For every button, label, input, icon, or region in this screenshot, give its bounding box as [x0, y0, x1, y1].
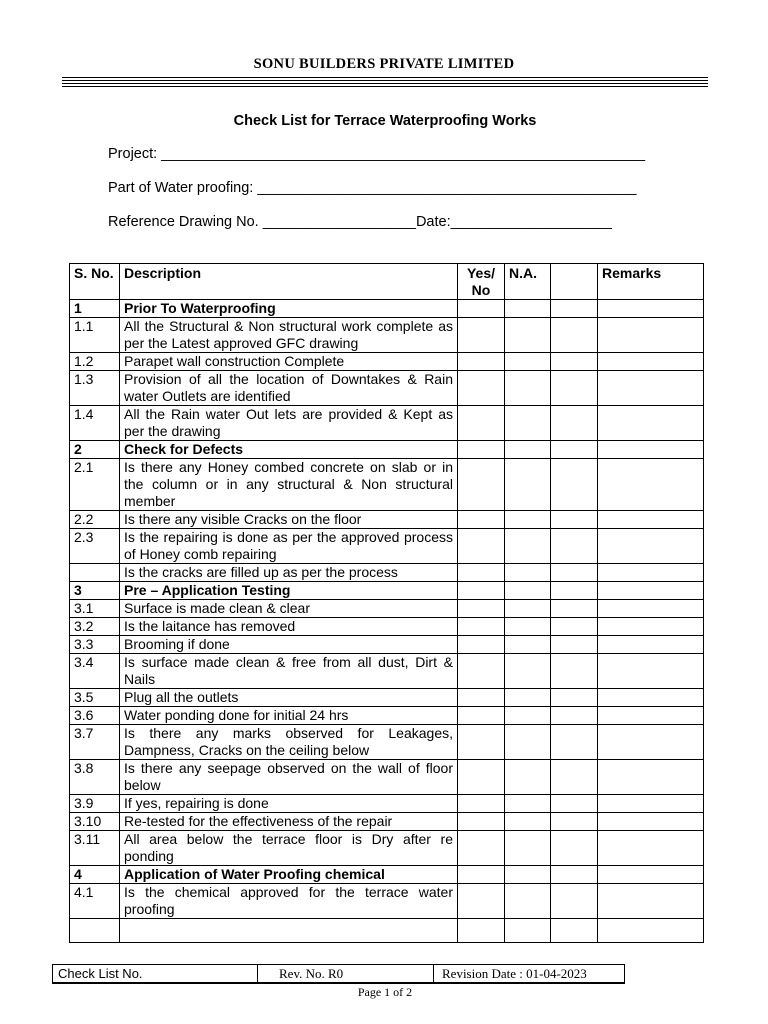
- part-of-waterproofing-field: Part of Water proofing: _______________________________________________: [108, 180, 637, 196]
- na-cell: [505, 689, 551, 707]
- remarks-cell: [598, 725, 704, 760]
- table-row: [70, 459, 704, 511]
- na-cell: [505, 459, 551, 511]
- remarks-cell: [598, 618, 704, 636]
- blank-cell: [551, 459, 598, 511]
- blank-cell: [551, 406, 598, 441]
- yes-no-cell: [458, 795, 505, 813]
- blank-cell: [551, 725, 598, 760]
- yes-no-cell: [458, 618, 505, 636]
- yes-no-cell: [458, 529, 505, 564]
- table-row: [70, 760, 704, 795]
- row-description: Is the chemical approved for the terrace water proofing: [120, 884, 458, 919]
- row-number: 2: [70, 441, 120, 459]
- row-description: Is the cracks are filled up as per the process: [120, 564, 458, 582]
- blank-cell: [551, 795, 598, 813]
- row-description: Re-tested for the effectiveness of the repair: [120, 813, 458, 831]
- remarks-cell: [598, 831, 704, 866]
- remarks-cell: [598, 813, 704, 831]
- check-list-no: Check List No.: [53, 965, 258, 982]
- blank-cell: [551, 866, 598, 884]
- remarks-cell: [598, 636, 704, 654]
- row-description: Is there any Honey combed concrete on slab or in the column or in any structural & Non structural member: [120, 459, 458, 511]
- table-row: [70, 353, 704, 371]
- table-row: [70, 654, 704, 689]
- na-cell: [505, 919, 551, 943]
- checklist-body: [70, 300, 704, 943]
- table-row: [70, 795, 704, 813]
- row-number: 2.2: [70, 511, 120, 529]
- na-cell: [505, 300, 551, 318]
- row-number: 4: [70, 866, 120, 884]
- remarks-cell: [598, 689, 704, 707]
- na-cell: [505, 618, 551, 636]
- row-number: 3.1: [70, 600, 120, 618]
- header-na: N.A.: [505, 264, 551, 300]
- na-cell: [505, 831, 551, 866]
- blank-cell: [551, 529, 598, 564]
- table-row: [70, 689, 704, 707]
- yes-no-cell: [458, 884, 505, 919]
- row-number: 4.1: [70, 884, 120, 919]
- document-title: Check List for Terrace Waterproofing Works: [233, 113, 537, 129]
- yes-no-cell: [458, 406, 505, 441]
- header-blank: [551, 264, 598, 300]
- blank-cell: [551, 511, 598, 529]
- row-number: [70, 919, 120, 943]
- row-number: 3.5: [70, 689, 120, 707]
- na-cell: [505, 813, 551, 831]
- remarks-cell: [598, 511, 704, 529]
- header-double-rule: [62, 77, 708, 81]
- yes-no-cell: [458, 371, 505, 406]
- remarks-cell: [598, 318, 704, 353]
- row-description: Prior To Waterproofing: [120, 300, 458, 318]
- row-description: Check for Defects: [120, 441, 458, 459]
- blank-cell: [551, 636, 598, 654]
- yes-no-cell: [458, 813, 505, 831]
- blank-cell: [551, 564, 598, 582]
- blank-cell: [551, 600, 598, 618]
- remarks-cell: [598, 866, 704, 884]
- blank-cell: [551, 884, 598, 919]
- na-cell: [505, 884, 551, 919]
- na-cell: [505, 371, 551, 406]
- yes-no-cell: [458, 564, 505, 582]
- row-number: 3.2: [70, 618, 120, 636]
- section-row: [70, 300, 704, 318]
- page-number: Page 1 of 2: [357, 985, 413, 999]
- na-cell: [505, 582, 551, 600]
- row-number: 3.10: [70, 813, 120, 831]
- row-number: 1.2: [70, 353, 120, 371]
- row-description: If yes, repairing is done: [120, 795, 458, 813]
- table-row: [70, 406, 704, 441]
- blank-cell: [551, 318, 598, 353]
- blank-cell: [551, 707, 598, 725]
- table-row: [70, 813, 704, 831]
- remarks-cell: [598, 760, 704, 795]
- header-description: Description: [120, 264, 458, 300]
- yes-no-cell: [458, 707, 505, 725]
- na-cell: [505, 318, 551, 353]
- na-cell: [505, 511, 551, 529]
- row-description: Is the repairing is done as per the approved process of Honey comb repairing: [120, 529, 458, 564]
- yes-no-cell: [458, 725, 505, 760]
- table-row: [70, 511, 704, 529]
- na-cell: [505, 866, 551, 884]
- na-cell: [505, 353, 551, 371]
- company-name: SONU BUILDERS PRIVATE LIMITED: [253, 56, 515, 72]
- remarks-cell: [598, 371, 704, 406]
- checklist-table: [69, 263, 704, 943]
- table-row: [70, 831, 704, 866]
- table-row: [70, 884, 704, 919]
- row-description: Water ponding done for initial 24 hrs: [120, 707, 458, 725]
- row-description: Application of Water Proofing chemical: [120, 866, 458, 884]
- table-row: [70, 318, 704, 353]
- remarks-cell: [598, 600, 704, 618]
- row-number: [70, 564, 120, 582]
- remarks-cell: [598, 406, 704, 441]
- table-row: [70, 725, 704, 760]
- remarks-cell: [598, 441, 704, 459]
- blank-cell: [551, 441, 598, 459]
- remarks-cell: [598, 884, 704, 919]
- na-cell: [505, 636, 551, 654]
- section-row: [70, 582, 704, 600]
- yes-no-cell: [458, 919, 505, 943]
- na-cell: [505, 600, 551, 618]
- revision-date: Revision Date : 01-04-2023: [442, 966, 587, 981]
- remarks-cell: [598, 919, 704, 943]
- row-description: All the Rain water Out lets are provided & Kept as per the drawing: [120, 406, 458, 441]
- section-row: [70, 441, 704, 459]
- remarks-cell: [598, 353, 704, 371]
- reference-drawing-date-field: Reference Drawing No. ___________________Date:____________________: [108, 214, 612, 230]
- row-description: Surface is made clean & clear: [120, 600, 458, 618]
- table-header-row: [70, 264, 704, 300]
- blank-cell: [551, 689, 598, 707]
- yes-no-cell: [458, 318, 505, 353]
- row-number: 2.1: [70, 459, 120, 511]
- yes-no-cell: [458, 689, 505, 707]
- blank-cell: [551, 618, 598, 636]
- row-number: 3.8: [70, 760, 120, 795]
- table-row: [70, 636, 704, 654]
- row-description: Is the laitance has removed: [120, 618, 458, 636]
- table-row: [70, 564, 704, 582]
- yes-no-cell: [458, 441, 505, 459]
- header-yes-no: Yes/ No: [458, 264, 505, 300]
- row-number: 3: [70, 582, 120, 600]
- remarks-cell: [598, 529, 704, 564]
- row-number: 3.3: [70, 636, 120, 654]
- row-description: All the Structural & Non structural work complete as per the Latest approved GFC drawing: [120, 318, 458, 353]
- na-cell: [505, 725, 551, 760]
- remarks-cell: [598, 564, 704, 582]
- yes-no-cell: [458, 600, 505, 618]
- remarks-cell: [598, 654, 704, 689]
- na-cell: [505, 654, 551, 689]
- row-description: Plug all the outlets: [120, 689, 458, 707]
- table-row: [70, 919, 704, 943]
- na-cell: [505, 760, 551, 795]
- blank-cell: [551, 760, 598, 795]
- row-number: 1: [70, 300, 120, 318]
- remarks-cell: [598, 582, 704, 600]
- table-row: [70, 529, 704, 564]
- table-row: [70, 618, 704, 636]
- row-description: Is surface made clean & free from all dust, Dirt & Nails: [120, 654, 458, 689]
- header-sno: S. No.: [70, 264, 120, 300]
- footer-box: [52, 964, 625, 984]
- revision-number: Rev. No. R0: [258, 965, 434, 982]
- remarks-cell: [598, 795, 704, 813]
- yes-no-cell: [458, 654, 505, 689]
- row-number: 3.11: [70, 831, 120, 866]
- na-cell: [505, 406, 551, 441]
- row-description: Pre – Application Testing: [120, 582, 458, 600]
- na-cell: [505, 707, 551, 725]
- row-number: 3.9: [70, 795, 120, 813]
- blank-cell: [551, 831, 598, 866]
- remarks-cell: [598, 300, 704, 318]
- row-description: All area below the terrace floor is Dry after re ponding: [120, 831, 458, 866]
- row-number: 3.6: [70, 707, 120, 725]
- section-row: [70, 866, 704, 884]
- row-number: 3.7: [70, 725, 120, 760]
- blank-cell: [551, 813, 598, 831]
- remarks-cell: [598, 707, 704, 725]
- blank-cell: [551, 582, 598, 600]
- blank-cell: [551, 300, 598, 318]
- row-description: Is there any marks observed for Leakages, Dampness, Cracks on the ceiling below: [120, 725, 458, 760]
- na-cell: [505, 441, 551, 459]
- yes-no-cell: [458, 353, 505, 371]
- header-double-rule-2: [62, 83, 708, 87]
- blank-cell: [551, 371, 598, 406]
- table-row: [70, 600, 704, 618]
- row-number: 1.3: [70, 371, 120, 406]
- yes-no-cell: [458, 831, 505, 866]
- na-cell: [505, 795, 551, 813]
- yes-no-cell: [458, 866, 505, 884]
- yes-no-cell: [458, 636, 505, 654]
- row-description: Is there any seepage observed on the wall of floor below: [120, 760, 458, 795]
- row-number: 1.1: [70, 318, 120, 353]
- yes-no-cell: [458, 511, 505, 529]
- row-description: Is there any visible Cracks on the floor: [120, 511, 458, 529]
- row-description: Parapet wall construction Complete: [120, 353, 458, 371]
- blank-cell: [551, 353, 598, 371]
- blank-cell: [551, 919, 598, 943]
- project-field: Project: ____________________________________________________________: [108, 146, 646, 162]
- yes-no-cell: [458, 300, 505, 318]
- na-cell: [505, 529, 551, 564]
- remarks-cell: [598, 459, 704, 511]
- row-description: Provision of all the location of Downtakes & Rain water Outlets are identified: [120, 371, 458, 406]
- yes-no-cell: [458, 582, 505, 600]
- row-description: [120, 919, 458, 943]
- row-number: 1.4: [70, 406, 120, 441]
- row-number: 3.4: [70, 654, 120, 689]
- na-cell: [505, 564, 551, 582]
- yes-no-cell: [458, 760, 505, 795]
- header-remarks: Remarks: [598, 264, 704, 300]
- row-description: Brooming if done: [120, 636, 458, 654]
- row-number: 2.3: [70, 529, 120, 564]
- blank-cell: [551, 654, 598, 689]
- yes-no-cell: [458, 459, 505, 511]
- table-row: [70, 371, 704, 406]
- table-row: [70, 707, 704, 725]
